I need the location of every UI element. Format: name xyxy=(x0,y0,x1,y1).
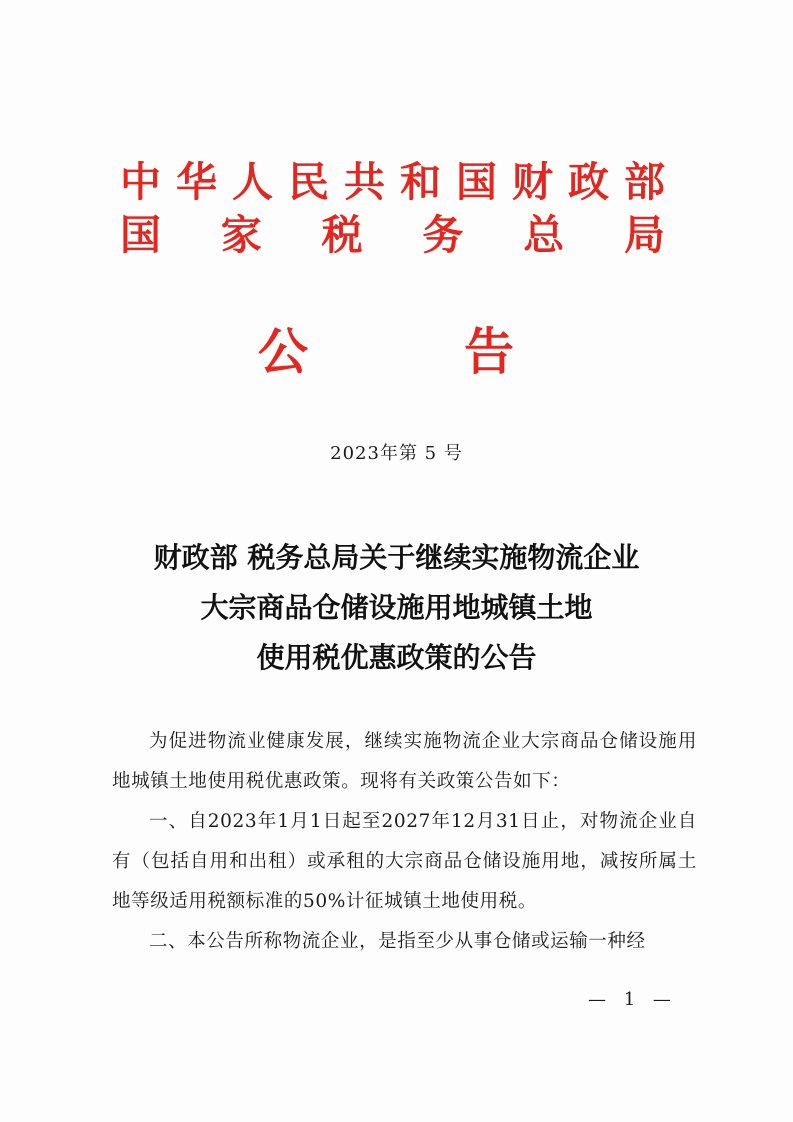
document-title xyxy=(60,533,733,683)
title-line: 财政部 税务总局关于继续实施物流企业 xyxy=(153,541,640,574)
issuer-char: 政 xyxy=(568,158,609,206)
page-number: — 1 — xyxy=(588,989,677,1010)
issuer-ministry-header xyxy=(120,158,665,206)
body-paragraph: 一、自2023年1月1日起至2027年12月31日止，对物流企业自有（包括自用和出租）或承租的大宗商品仓储设施用地，减按所属土地等级适用税额标准的50%计征城镇土地使用税。 xyxy=(112,811,697,912)
issuer-char: 局 xyxy=(623,211,665,259)
issuer-bureau-header xyxy=(120,211,665,259)
title-line: 大宗商品仓储设施用地城镇土地 xyxy=(200,591,593,624)
issuer-char: 中 xyxy=(120,158,161,206)
issuer-char: 部 xyxy=(624,158,665,206)
body-paragraph: 为促进物流业健康发展，继续实施物流企业大宗商品仓储设施用地城镇土地使用税优惠政策。现将有关政策公告如下： xyxy=(112,731,697,792)
notice-heading xyxy=(258,323,514,381)
issuer-char: 共 xyxy=(344,158,385,206)
issuer-char: 和 xyxy=(400,158,441,206)
body-paragraph: 二、本公告所称物流企业，是指至少从事仓储或运输一种经 xyxy=(149,931,646,952)
issuer-char: 税 xyxy=(321,211,363,259)
issuer-char: 家 xyxy=(220,211,262,259)
issuer-char: 总 xyxy=(523,211,565,259)
notice-char: 告 xyxy=(464,323,514,381)
issuer-char: 国 xyxy=(120,211,161,259)
issuer-char: 财 xyxy=(512,158,553,206)
document-number: 2023年第 5 号 xyxy=(330,443,463,464)
issuer-char: 人 xyxy=(232,158,273,206)
issuer-char: 华 xyxy=(176,158,217,206)
document-body xyxy=(112,722,697,962)
issuer-char: 国 xyxy=(456,158,497,206)
issuer-char: 民 xyxy=(288,158,329,206)
notice-char: 公 xyxy=(258,323,308,381)
issuer-char: 务 xyxy=(422,211,464,259)
title-line: 使用税优惠政策的公告 xyxy=(256,641,537,674)
